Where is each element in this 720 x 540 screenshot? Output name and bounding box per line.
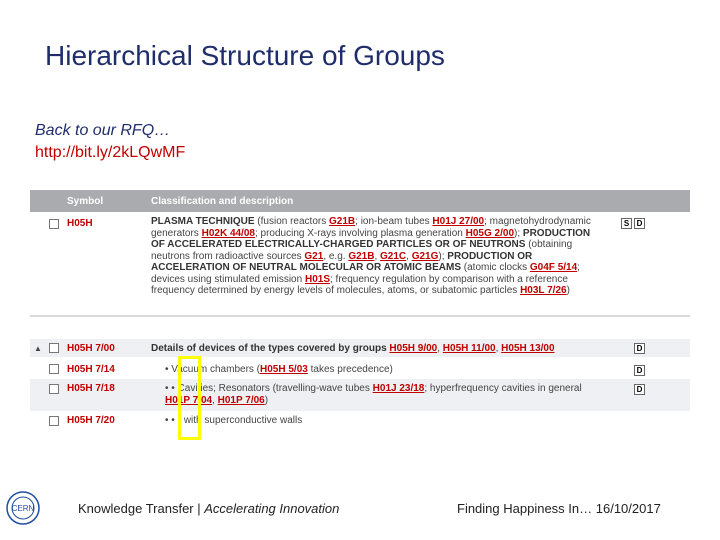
collapse-arrow-icon[interactable]: ▲ [34,344,42,353]
classification-link[interactable]: H01J 27/00 [432,216,485,227]
symbol-column-header: Symbol [67,196,104,207]
description-text: PRODUCTION OR ACCELERATION OF NEUTRAL MOLECULAR OR ATOMIC BEAMS [151,250,533,273]
d-button[interactable]: D [634,384,645,395]
row-checkbox[interactable] [49,364,59,374]
row-checkbox[interactable] [49,343,59,353]
rfq-link[interactable]: http://bit.ly/2kLQwMF [35,144,186,161]
description-text: , [374,250,381,262]
row-symbol[interactable]: H05H 7/00 [67,343,115,354]
row-checkbox[interactable] [49,384,59,394]
classification-link[interactable]: H02K 44/08 [201,227,255,239]
table-header [30,190,690,212]
description-text: Details of devices of the types covered by groups [151,343,390,354]
description-text: PLASMA TECHNIQUE [151,216,255,227]
footer-left: Knowledge Transfer | Accelerating Innovation [78,501,340,516]
classification-link[interactable]: G04F 5/14 [529,262,578,273]
row-description [151,216,606,297]
description-text: ; hyperfrequency cavities in general [424,383,582,394]
description-text: , [495,343,502,354]
classification-link[interactable]: G21B [329,216,356,227]
classification-link[interactable]: H05G 2/00 [465,227,515,239]
description-text: PRODUCTION OF ACCELERATED ELECTRICALLY-CHARGED PARTICLES OR OF NEUTRONS [151,227,591,250]
classification-link[interactable]: G21B [348,250,375,262]
description-text: ; frequency regulation by comparison with a reference frequency determined by energy levels of molecules, atoms, or subatomic particles [151,273,568,296]
description-text: ) [566,285,570,296]
row-checkbox[interactable] [49,219,59,229]
classification-link[interactable]: H01P 7/04 [165,394,213,406]
classification-link[interactable]: H05H 9/00 [389,343,438,354]
s-button[interactable]: S [621,218,632,229]
table-row [30,339,690,357]
classification-link[interactable]: H01J 23/18 [372,383,425,394]
table-row [30,412,690,430]
table-row [30,212,690,312]
description-text: ; producing X-rays involving plasma generation [254,227,466,239]
row-description [165,364,620,376]
description-text: ); [514,227,523,239]
row-symbol[interactable]: H05H 7/18 [67,383,115,394]
intro-line: Back to our RFQ… [35,122,171,139]
classification-link[interactable]: H05H 5/03 [260,364,308,375]
description-text: , [212,394,218,406]
description-text: • • Cavities; Resonators (travelling-wave tubes [165,383,373,394]
row-symbol[interactable]: H05H [67,218,93,229]
description-text: ) [264,394,269,406]
row-checkbox[interactable] [49,416,59,426]
classification-link[interactable]: H05H 13/00 [501,343,555,354]
row-description [165,415,620,427]
description-text: ; magnetohydrodynamic generators [151,216,591,239]
description-text: (obtaining neutrons from radioactive sources [151,239,573,262]
row-description [151,343,606,355]
classification-link[interactable]: H01S [304,273,330,285]
classification-link[interactable]: G21 [304,250,324,262]
classification-link[interactable]: H05H 11/00 [442,343,496,354]
logo-text: CERN [11,504,35,513]
d-button[interactable]: D [634,343,645,354]
description-column-header: Classification and description [151,196,294,207]
cern-logo [5,490,41,526]
classification-link[interactable]: G21G [411,250,439,262]
description-text: • • • with superconductive walls [165,415,303,426]
classification-screenshot [30,190,690,436]
classification-link[interactable]: H03L 7/26 [520,285,567,296]
classification-link[interactable]: H01P 7/06 [217,394,265,406]
description-text: ); [438,250,448,262]
row-symbol[interactable]: H05H 7/14 [67,364,115,375]
description-text: takes precedence) [307,364,393,375]
description-text: , e.g. [323,250,349,262]
highlight-box [178,356,201,440]
description-text: , [406,250,412,262]
row-symbol[interactable]: H05H 7/20 [67,415,115,426]
d-button[interactable]: D [634,365,645,376]
row-description [165,383,605,406]
intro-text [35,120,185,164]
slide-title: Hierarchical Structure of Groups [45,40,445,71]
classification-link[interactable]: G21C [380,250,407,262]
d-button[interactable]: D [634,218,645,229]
divider [30,315,690,317]
description-text: ; devices using stimulated emission [151,262,580,285]
description-text: • Vacuum chambers ( [165,364,261,375]
description-text: ; ion-beam tubes [355,216,433,227]
description-text: (atomic clocks [461,262,530,273]
footer-right: Finding Happiness In… 16/10/2017 [457,501,661,516]
table-row [30,360,690,378]
description-text: , [437,343,443,354]
table-row [30,379,690,411]
description-text: (fusion reactors [254,216,330,227]
